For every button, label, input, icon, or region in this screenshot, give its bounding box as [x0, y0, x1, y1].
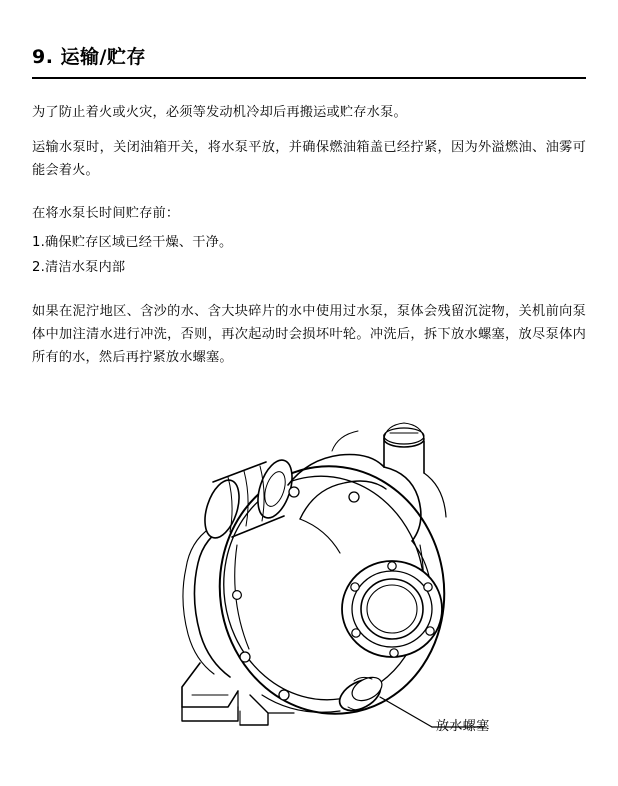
page-title: 9. 运输/贮存 — [32, 46, 146, 68]
water-pump-drawing — [32, 395, 586, 775]
title-divider — [32, 77, 586, 79]
figure-caption-drain-plug: 放水螺塞 — [436, 718, 490, 734]
paragraph-2: 运输水泵时，关闭油箱开关，将水泵平放，并确保燃油箱盖已经拧紧，因为外溢燃油、油雾可能会着火。 — [32, 140, 586, 179]
storage-step-2: 2.清洁水泵内部 — [32, 260, 126, 276]
callout-leader-line — [380, 697, 432, 727]
closing-paragraph: 如果在泥泞地区、含沙的水、含大块碎片的水中使用过水泵，泵体会残留沉淀物，关机前向泵体中加注清水进行冲洗，否则，再次起动时会损坏叶轮。冲洗后，拆下放水螺塞，放尽泵体内所有的水，然后再拧紧放水螺塞。 — [32, 303, 586, 365]
paragraph-1: 为了防止着火或火灾，必须等发动机冷却后再搬运或贮存水泵。 — [32, 105, 407, 120]
storage-step-1: 1.确保贮存区域已经干燥、干净。 — [32, 235, 233, 251]
water-pump-figure — [32, 395, 586, 775]
storage-intro: 在将水泵长时间贮存前： — [32, 206, 180, 222]
